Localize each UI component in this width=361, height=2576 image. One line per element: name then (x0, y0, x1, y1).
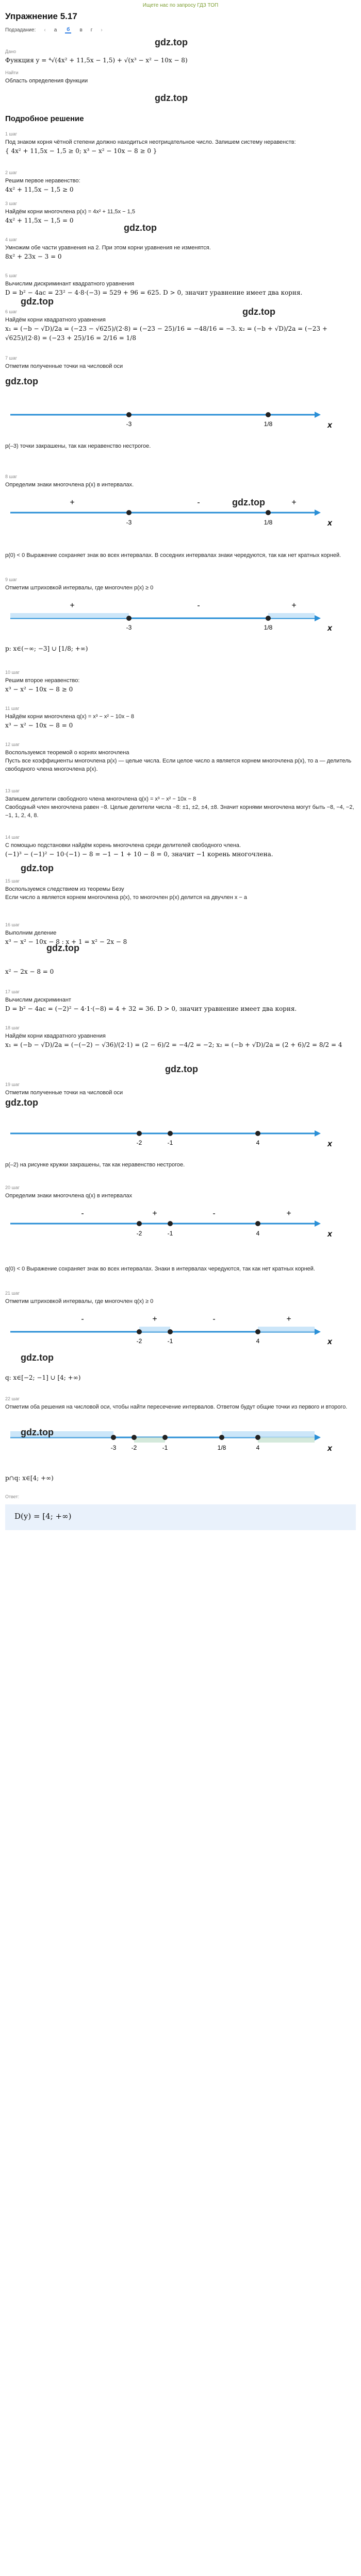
step-9 (5, 577, 356, 592)
step-label: 2 шаг (5, 170, 18, 175)
step-text: Найдём корни многочлена q(x) = x³ − x² − 10x − 8 (5, 714, 134, 720)
sign-label: + (291, 601, 297, 610)
sign-label: - (212, 1209, 216, 1218)
step-5 (5, 273, 356, 297)
step-text: Отметим полученные точки на числовой оси (5, 1090, 123, 1096)
step-math: x₁ = (−b − √D)/2a = (−(−2) − √36)/(2·1) = (2 − 6)/2 = −4/2 = −2; x₂ = (−b + √D)/2a = (2 + 6)/2 = 8/2 = 4 (5, 1041, 342, 1048)
tab-d[interactable]: г (90, 27, 93, 33)
step-text: Умножим обе части уравнения на 2. При этом корни уравнения не изменятся. (5, 245, 211, 251)
sign-label: + (286, 1315, 291, 1324)
step-3 (5, 201, 356, 225)
tick-label: 4 (256, 1444, 260, 1451)
tick-label: -3 (126, 519, 132, 526)
step-math: x² − 2x − 8 = 0 (5, 968, 54, 975)
tab-c[interactable]: в (79, 27, 83, 33)
note-filled: p(–3) точки закрашены, так как неравенство нестрогое. (5, 443, 151, 449)
watermark: gdz.top (21, 1427, 54, 1437)
result-2: q: x∈[−2; −1] ∪ [4; +∞) (5, 1374, 81, 1381)
answer-label: Ответ: (5, 1494, 20, 1499)
step-8 (5, 474, 356, 489)
step-label: 8 шаг (5, 474, 18, 479)
step-10 (5, 670, 356, 694)
step-12 (5, 742, 356, 773)
sign-label: + (70, 601, 75, 610)
tick-label: -3 (110, 1444, 117, 1451)
tick-label: 4 (256, 1337, 260, 1345)
axis-label: x (327, 1444, 332, 1453)
tick-label: -1 (162, 1444, 168, 1451)
sign-label: + (286, 1209, 291, 1218)
watermark: gdz.top (242, 307, 275, 317)
step-14 (5, 835, 356, 859)
watermark: gdz.top (46, 943, 79, 953)
answer-text: D(y) = [4; +∞) (14, 1512, 72, 1521)
watermark: gdz.top (21, 1352, 54, 1363)
watermark: gdz.top (155, 37, 188, 47)
step-text: Вычислим дискриминант (5, 997, 71, 1003)
step-text: Воспользуемся теоремой о корнях многочлена (5, 750, 129, 756)
step-label: 18 шаг (5, 1025, 20, 1030)
step-18 (5, 1025, 356, 1049)
axis-label: x (327, 1337, 332, 1346)
step-math: { 4x² + 11,5x − 1,5 ≥ 0; x³ − x² − 10x − 8 ≥ 0 } (5, 147, 157, 155)
step-2 (5, 170, 356, 194)
sign-label: + (152, 1315, 157, 1324)
tick-label: -2 (131, 1444, 137, 1451)
step-text: Решим второе неравенство: (5, 677, 80, 684)
step-1 (5, 131, 356, 156)
sign-label: - (197, 601, 200, 610)
step-math: x₁ = (−b − √D)/2a = (−23 − √625)/(2·8) = (−23 − 25)/16 = −48/16 = −3. x₂ = (−b + √D)/2a = (−23 + √625)/(2·8) = (−23 + 25)/16 = 2/16 = 1/8 (5, 325, 327, 342)
page-title: Упражнение 5.17 (5, 11, 77, 21)
tick-label: 1/8 (264, 519, 273, 526)
step-label: 1 шаг (5, 131, 18, 137)
tick-label: -1 (167, 1230, 173, 1237)
point-1-8 (266, 412, 271, 417)
tick-label: -3 (126, 420, 132, 428)
task-block (5, 49, 356, 85)
step-13 (5, 788, 356, 820)
step-math: 4x² + 11,5x − 1,5 = 0 (5, 217, 74, 224)
step-text: Выполним деление (5, 930, 57, 936)
sign-label: - (81, 1209, 84, 1218)
step-math: 8x² + 23x − 3 = 0 (5, 253, 62, 260)
step-text: Найдём корни квадратного уравнения (5, 1033, 106, 1039)
step-21 (5, 1291, 356, 1306)
watermark: gdz.top (21, 863, 54, 873)
number-line-6 (5, 1311, 356, 1347)
find-label: Найти (5, 70, 19, 75)
number-line-2 (5, 495, 356, 531)
axis-label: x (327, 1230, 332, 1239)
step-label: 15 шаг (5, 878, 20, 884)
p0-note: p(0) < 0 Выражение сохраняет знак во всех интервалах. В соседних интервалах знаки чередуются, так как нет кратных корней. (5, 552, 341, 558)
sign-label: + (70, 498, 75, 507)
step-label: 3 шаг (5, 201, 18, 206)
watermark: gdz.top (124, 223, 157, 233)
step-label: 19 шаг (5, 1082, 20, 1087)
step-text: Отметим полученные точки на числовой оси (5, 363, 123, 369)
subtabs-label: Подзадание: (5, 27, 36, 33)
tick-label: 4 (256, 1230, 260, 1237)
step-label: 11 шаг (5, 706, 20, 711)
step-label: 20 шаг (5, 1185, 20, 1190)
step-label: 13 шаг (5, 788, 20, 793)
tick-label: -2 (136, 1230, 142, 1237)
prev-arrow-icon[interactable]: ‹ (44, 27, 46, 33)
watermark: gdz.top (232, 497, 265, 507)
q0-note: q(0) < 0 Выражение сохраняет знак во всех интервалах. Знаки в интервалах чередуются, так как нет кратных корней. (5, 1266, 315, 1272)
step-text: Под знаком корня чётной степени должно находиться неотрицательное число. Запишем систему неравенств: (5, 139, 296, 145)
sign-label: + (152, 1209, 157, 1218)
result-1: p: x∈(−∞; −3] ∪ [1/8; +∞) (5, 645, 88, 652)
watermark: gdz.top (5, 1097, 38, 1108)
solution-title: Подробное решение (5, 114, 84, 123)
step-text: Отметим штриховкой интервалы, где многочлен q(x) ≥ 0 (5, 1298, 154, 1304)
step-math: x³ − x² − 10x − 8 = 0 (5, 722, 73, 729)
sign-label: - (197, 498, 200, 507)
step-20 (5, 1185, 356, 1200)
axis-label: x (327, 519, 332, 528)
find-text: Область определения функции (5, 78, 88, 84)
next-arrow-icon[interactable]: › (101, 27, 103, 33)
tick-label: -2 (136, 1139, 142, 1146)
point-minus3 (126, 412, 132, 417)
step-label: 9 шаг (5, 577, 18, 582)
number-line-1 (5, 404, 356, 433)
top-link[interactable]: Ищете нас по запросу ГДЗ ТОП (142, 3, 219, 8)
step-4 (5, 237, 356, 261)
step-6 (5, 309, 356, 343)
divisors-text: Свободный член многочлена равен −8. Целые делители числа −8: ±1, ±2, ±4, ±8. Значит корнями многочлена могут быть −8, −4, −2, −1, 1, 2, 4, 8. (5, 804, 354, 819)
watermark: gdz.top (165, 1064, 198, 1074)
theorem-text: Пусть все коэффициенты многочлена p(x) — целые числа. Если целое число a является корнем многочлена p(x), то a — делитель свободного члена многочлена p(x). (5, 758, 352, 772)
step-label: 21 шаг (5, 1291, 20, 1296)
sign-label: + (291, 498, 297, 507)
step-text: Вычислим дискриминант квадратного уравнения (5, 281, 135, 287)
step-text: Определим знаки многочлена p(x) в интервалах. (5, 482, 134, 488)
tab-b[interactable]: б (65, 27, 71, 33)
number-line-4 (5, 1123, 356, 1151)
number-line-3 (5, 598, 356, 634)
axis-label: x (327, 421, 332, 430)
tick-label: 1/8 (217, 1444, 226, 1451)
step-math: 4x² + 11,5x − 1,5 ≥ 0 (5, 186, 74, 193)
answer-block (5, 1494, 356, 1501)
tick-label: -1 (167, 1337, 173, 1345)
step-text: Найдём корни квадратного уравнения (5, 317, 106, 323)
step-label: 14 шаг (5, 835, 20, 840)
axis-label: x (327, 624, 332, 633)
watermark: gdz.top (5, 376, 38, 386)
step-7 (5, 355, 356, 370)
axis-label: x (327, 1140, 332, 1148)
step-text: Воспользуемся следствием из теоремы Безу (5, 886, 124, 892)
result-3: p∩q: x∈[4; +∞) (5, 1475, 54, 1482)
note-filled-2: p(–2) на рисунке кружки закрашены, так как неравенство нестрогое. (5, 1162, 185, 1168)
step-math: D = b² − 4ac = (−2)² − 4·1·(−8) = 4 + 32 = 36. D > 0, значит уравнение имеет два корня. (5, 1005, 297, 1012)
subtask-tabs (5, 27, 103, 33)
tick-label: 4 (256, 1139, 260, 1146)
step-label: 10 шаг (5, 670, 20, 675)
step-17 (5, 989, 356, 1013)
step-label: 16 шаг (5, 922, 20, 927)
division-math: x³ − x² − 10x − 8 : x + 1 = x² − 2x − 8 (5, 938, 127, 945)
step-label: 7 шаг (5, 355, 18, 361)
task-function: Функция y = ⁴√(4x² + 11,5x − 1,5) + √(x³ − x² − 10x − 8) (5, 57, 188, 64)
step-22 (5, 1396, 356, 1411)
watermark: gdz.top (155, 93, 188, 103)
tick-label: 1/8 (264, 624, 273, 631)
sign-label: - (81, 1315, 84, 1324)
step-label: 17 шаг (5, 989, 20, 994)
step-15 (5, 878, 356, 902)
step-19 (5, 1082, 356, 1097)
watermark: gdz.top (21, 296, 54, 307)
number-line-5 (5, 1206, 356, 1242)
step-text: Отметим штриховкой интервалы, где многочлен p(x) ≥ 0 (5, 585, 154, 591)
step-text: Запишем делители свободного члена многочлена q(x) = x³ − x² − 10x − 8 (5, 796, 196, 802)
step-math: (−1)³ − (−1)² − 10·(−1) − 8 = −1 − 1 + 10 − 8 = 0, значит −1 корень многочлена. (5, 851, 273, 858)
step-11 (5, 706, 356, 730)
step-text: Определим знаки многочлена q(x) в интервалах (5, 1193, 133, 1199)
tab-a[interactable]: a (54, 27, 57, 33)
tick-label: 1/8 (264, 420, 273, 428)
step-label: 6 шаг (5, 309, 18, 314)
step-math: x³ − x² − 10x − 8 ≥ 0 (5, 686, 73, 693)
step-text: Найдём корни многочлена p(x) = 4x² + 11,5x − 1,5 (5, 209, 135, 215)
step-text: С помощью подстановки найдём корень многочлена среди делителей свободного члена. (5, 842, 241, 849)
tick-label: -1 (167, 1139, 173, 1146)
step-text: Решим первое неравенство: (5, 178, 80, 184)
step-math: D = b² − 4ac = 23² − 4·8·(−3) = 529 + 96 = 625. D > 0, значит уравнение имеет два корня. (5, 289, 303, 296)
number-line-7 (5, 1422, 356, 1461)
answer-box (5, 1504, 356, 1530)
tick-label: -3 (126, 624, 132, 631)
step-label: 5 шаг (5, 273, 18, 278)
step-label: 4 шаг (5, 237, 18, 242)
step-text: Отметим оба решения на числовой оси, чтобы найти пересечение интервалов. Ответом будут общие точки из первого и второго. (5, 1404, 348, 1410)
step-label: 22 шаг (5, 1396, 20, 1401)
step-label: 12 шаг (5, 742, 20, 747)
sign-label: - (212, 1315, 216, 1324)
task-label: Дано (5, 49, 17, 54)
bezout-text: Если число a является корнем многочлена p(x), то многочлен p(x) делится на двучлен x − a (5, 894, 248, 901)
tick-label: -2 (136, 1337, 142, 1345)
